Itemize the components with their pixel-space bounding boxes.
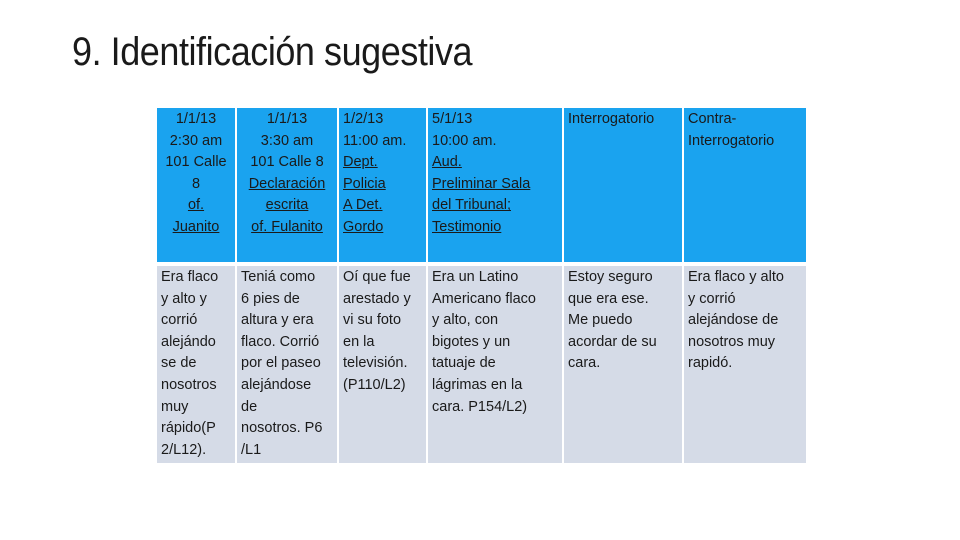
body-line: 2/L12). <box>161 441 207 458</box>
header-line: Interrogatorio <box>688 132 775 149</box>
body-line: (P110/L2) <box>343 376 406 393</box>
body-cell-2 <box>237 266 339 463</box>
header-line: Declaración <box>248 175 326 192</box>
header-line: Interrogatorio <box>568 111 655 127</box>
header-cell-5 <box>564 108 684 266</box>
body-line: rapidó. <box>688 355 733 372</box>
body-line: arestado y <box>343 290 411 307</box>
body-line: alejándose <box>241 376 312 393</box>
body-line: alejándo <box>161 333 216 350</box>
body-line: se de <box>161 355 197 372</box>
body-cell-3 <box>339 266 428 463</box>
header-line: escrita <box>265 197 309 214</box>
body-cell-6 <box>684 266 806 463</box>
body-line: de <box>241 398 258 415</box>
header-line: 3:30 am <box>260 132 314 149</box>
slide-title: 9. Identificación sugestiva <box>72 30 473 74</box>
body-line: cara. P154/L2) <box>432 398 528 415</box>
header-line: A Det. <box>343 197 383 214</box>
body-cell-5 <box>564 266 684 463</box>
body-line: /L1 <box>241 441 262 458</box>
header-line: Contra- <box>688 111 737 127</box>
body-line: que era ese. <box>568 290 649 307</box>
header-line: 8 <box>191 175 201 192</box>
identification-table <box>157 108 806 463</box>
header-line: of. Fulanito <box>251 218 323 235</box>
body-line: Era flaco y alto <box>688 269 784 285</box>
header-line: 2:30 am <box>169 132 223 149</box>
body-line: por el paseo <box>241 355 321 372</box>
body-line: bigotes y un <box>432 333 511 350</box>
body-cell-1 <box>157 266 237 463</box>
header-line: Juanito <box>172 218 220 235</box>
body-line: acordar de su <box>568 333 657 350</box>
header-cell-4 <box>428 108 564 266</box>
body-line: corrió <box>161 312 198 329</box>
body-line: Americano flaco <box>432 290 536 307</box>
body-line: tatuaje de <box>432 355 496 372</box>
header-line: Policia <box>343 175 386 192</box>
header-line: Gordo <box>343 218 384 235</box>
header-line: 101 Calle <box>165 154 227 171</box>
header-line: Dept. <box>343 154 378 171</box>
body-line: Teniá como <box>241 269 316 285</box>
body-line: nosotros <box>161 376 217 393</box>
body-line: altura y era <box>241 312 314 329</box>
body-line: Oí que fue <box>343 269 411 285</box>
body-line: alejándose de <box>688 312 779 329</box>
body-line: Era un Latino <box>432 269 519 285</box>
header-line: 5/1/13 <box>432 111 473 127</box>
body-line: lágrimas en la <box>432 376 523 393</box>
header-line: 1/1/13 <box>266 111 308 127</box>
body-line: en la <box>343 333 375 350</box>
header-line: of. <box>187 197 205 214</box>
header-line: 10:00 am. <box>432 132 497 149</box>
header-line: Aud. <box>432 154 462 171</box>
header-cell-1 <box>157 108 237 266</box>
header-line: del Tribunal; <box>432 197 511 214</box>
header-cell-2 <box>237 108 339 266</box>
header-line: 11:00 am. <box>343 132 407 149</box>
header-row <box>157 108 806 266</box>
body-line: vi su foto <box>343 312 402 329</box>
header-line: 1/1/13 <box>175 111 217 127</box>
header-line: Preliminar Sala <box>432 175 531 192</box>
body-line: flaco. Corrió <box>241 333 320 350</box>
body-line: cara. <box>568 355 601 372</box>
body-line: y alto, con <box>432 312 499 329</box>
body-line: 6 pies de <box>241 290 300 307</box>
body-line: rápido(P <box>161 420 216 437</box>
body-row <box>157 266 806 463</box>
header-line: Testimonio <box>432 218 502 235</box>
body-line: nosotros muy <box>688 333 776 350</box>
header-line: 1/2/13 <box>343 111 384 127</box>
body-line: muy <box>161 398 189 415</box>
body-cell-4 <box>428 266 564 463</box>
body-line: Era flaco <box>161 269 219 285</box>
header-cell-6 <box>684 108 806 266</box>
header-line: 101 Calle 8 <box>250 154 324 171</box>
header-cell-3 <box>339 108 428 266</box>
body-line: Estoy seguro <box>568 269 653 285</box>
body-line: Me puedo <box>568 312 633 329</box>
body-line: nosotros. P6 <box>241 420 323 437</box>
body-line: y corrió <box>688 290 736 307</box>
body-line: televisión. <box>343 355 408 372</box>
body-line: y alto y <box>161 290 207 307</box>
